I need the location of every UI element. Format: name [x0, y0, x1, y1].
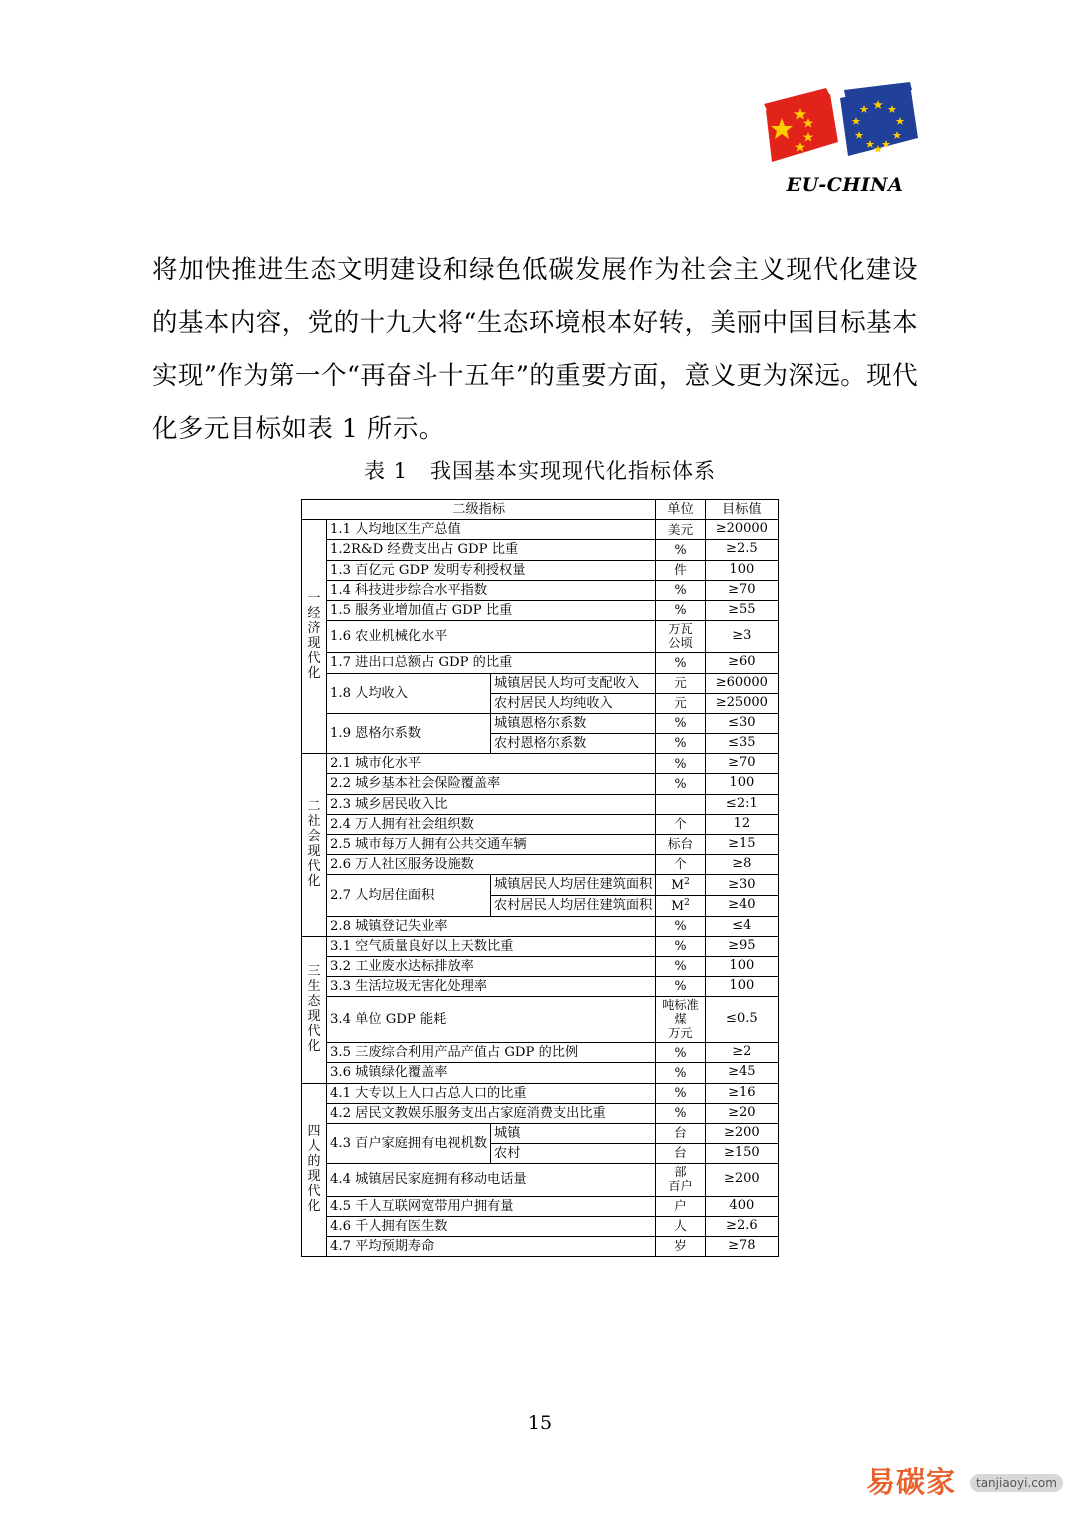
indicator-name: 1.2R&D 经费支出占 GDP 比重: [326, 540, 655, 560]
indicator-name: 1.5 服务业增加值占 GDP 比重: [326, 600, 655, 620]
indicator-name: 1.1 人均地区生产总值: [326, 520, 655, 540]
indicator-name: 3.1 空气质量良好以上天数比重: [326, 936, 655, 956]
indicator-unit: %: [656, 600, 705, 620]
indicator-target-value: ≥70: [705, 580, 778, 600]
indicator-unit: %: [656, 1063, 705, 1083]
indicator-target-value: ≥60: [705, 653, 778, 673]
indicator-target-value: ≥2.5: [705, 540, 778, 560]
indicator-target-value: ≤0.5: [705, 997, 778, 1043]
table-body: [302, 520, 779, 1257]
indicator-target-value: ≥55: [705, 600, 778, 620]
watermark-domain: tanjiaoyi.com: [970, 1474, 1063, 1492]
indicator-name: 3.5 三废综合利用产品产值占 GDP 的比例: [326, 1043, 655, 1063]
indicator-unit: 美元: [656, 520, 705, 540]
indicator-target-value: ≥2.6: [705, 1216, 778, 1236]
table-row: [302, 1216, 779, 1236]
indicator-unit: %: [656, 713, 705, 733]
indicator-unit: $M^2$: [656, 875, 705, 896]
indicator-unit: 件: [656, 560, 705, 580]
table-row: [302, 916, 779, 936]
indicator-name: 1.3 百亿元 GDP 发明专利授权量: [326, 560, 655, 580]
indicator-name: 4.5 千人互联网宽带用户拥有量: [326, 1196, 655, 1216]
indicator-name: 2.8 城镇登记失业率: [326, 916, 655, 936]
table-row: [302, 600, 779, 620]
indicator-sub: 农村居民人均居住建筑面积: [491, 895, 656, 916]
table-row: [302, 673, 779, 693]
indicator-name: 1.6 农业机械化水平: [326, 621, 655, 653]
indicator-sub: 城镇居民人均可支配收入: [491, 673, 656, 693]
table-caption-title: 我国基本实现现代化指标体系: [430, 459, 717, 483]
indicator-sub: 农村: [491, 1144, 656, 1164]
table-row: [302, 1043, 779, 1063]
indicator-name: 3.3 生活垃圾无害化处理率: [326, 977, 655, 997]
indicator-target-value: ≥78: [705, 1236, 778, 1256]
table-row: [302, 1123, 779, 1143]
indicator-unit: %: [656, 754, 705, 774]
indicator-unit: 个: [656, 855, 705, 875]
table-row: [302, 834, 779, 854]
table-row: [302, 936, 779, 956]
table-row: [302, 1063, 779, 1083]
indicator-target-value: 100: [705, 956, 778, 976]
indicator-unit: %: [656, 956, 705, 976]
indicator-unit: 岁: [656, 1236, 705, 1256]
indicator-target-value: ≥15: [705, 834, 778, 854]
indicator-table-wrapper: [301, 499, 779, 1257]
table-caption-number: 表 1: [363, 459, 409, 483]
indicator-name: 2.4 万人拥有社会组织数: [326, 814, 655, 834]
table-row: [302, 754, 779, 774]
indicator-name: 3.4 单位 GDP 能耗: [326, 997, 655, 1043]
indicator-name: 1.4 科技进步综合水平指数: [326, 580, 655, 600]
indicator-unit: %: [656, 580, 705, 600]
indicator-target-value: ≥200: [705, 1123, 778, 1143]
indicator-sub: 城镇: [491, 1123, 656, 1143]
header-indicator: 二级指标: [302, 500, 656, 520]
indicator-unit: %: [656, 540, 705, 560]
category-label: 二 社 会 现 代 化: [302, 754, 327, 937]
indicator-target-value: ≤2:1: [705, 794, 778, 814]
indicator-unit: %: [656, 653, 705, 673]
body-paragraph: 将加快推进生态文明建设和绿色低碳发展作为社会主义现代化建设的基本内容，党的十九大将“生态环境根本好转，美丽中国目标基本实现”作为第一个“再奋斗十五年”的重要方面，意义更为深远。现代化多元目标如表 1 所示。: [152, 254, 918, 444]
indicator-name: 1.9 恩格尔系数: [326, 713, 490, 753]
indicator-unit: 标台: [656, 834, 705, 854]
indicator-unit: 个: [656, 814, 705, 834]
indicator-target-value: 12: [705, 814, 778, 834]
indicator-name: 2.5 城市每万人拥有公共交通车辆: [326, 834, 655, 854]
eu-china-flags-icon: [760, 82, 930, 174]
indicator-target-value: 100: [705, 560, 778, 580]
table-row: [302, 977, 779, 997]
indicator-name: 4.4 城镇居民家庭拥有移动电话量: [326, 1164, 655, 1196]
indicator-unit: [656, 794, 705, 814]
indicator-target-value: ≥30: [705, 875, 778, 896]
category-label: 四 人 的 现 代 化: [302, 1083, 327, 1257]
indicator-name: 2.3 城乡居民收入比: [326, 794, 655, 814]
indicator-target-value: ≥8: [705, 855, 778, 875]
indicator-sub: 农村恩格尔系数: [491, 734, 656, 754]
indicator-sub: 城镇恩格尔系数: [491, 713, 656, 733]
indicator-target-value: ≥150: [705, 1144, 778, 1164]
table-row: [302, 814, 779, 834]
indicator-target-value: ≥60000: [705, 673, 778, 693]
indicator-target-value: ≤4: [705, 916, 778, 936]
watermark: [866, 1460, 1056, 1508]
indicator-name: 2.1 城市化水平: [326, 754, 655, 774]
indicator-unit: %: [656, 1103, 705, 1123]
table-row: [302, 875, 779, 896]
table-row: [302, 540, 779, 560]
indicator-unit: 台: [656, 1144, 705, 1164]
table-row: [302, 621, 779, 653]
indicator-unit: 吨标准煤 万元: [656, 997, 705, 1043]
table-row: [302, 1083, 779, 1103]
table-row: [302, 560, 779, 580]
indicator-unit: 部 百户: [656, 1164, 705, 1196]
table-row: [302, 653, 779, 673]
indicator-unit: %: [656, 774, 705, 794]
indicator-target-value: ≤30: [705, 713, 778, 733]
indicator-target-value: ≥70: [705, 754, 778, 774]
indicator-name: 2.2 城乡基本社会保险覆盖率: [326, 774, 655, 794]
indicator-target-value: ≥16: [705, 1083, 778, 1103]
header-target: 目标值: [705, 500, 778, 520]
indicator-name: 2.7 人均居住面积: [326, 875, 490, 916]
indicator-target-value: 100: [705, 774, 778, 794]
indicator-name: 2.6 万人社区服务设施数: [326, 855, 655, 875]
indicator-unit: %: [656, 916, 705, 936]
indicator-target-value: ≥3: [705, 621, 778, 653]
table-row: [302, 1196, 779, 1216]
table-row: [302, 855, 779, 875]
indicator-target-value: 100: [705, 977, 778, 997]
table-row: [302, 794, 779, 814]
indicator-name: 3.2 工业废水达标排放率: [326, 956, 655, 976]
indicator-unit: 元: [656, 693, 705, 713]
indicator-unit: %: [656, 936, 705, 956]
category-label: 一 经 济 现 代 化: [302, 520, 327, 754]
table-row: [302, 520, 779, 540]
indicator-name: 4.7 平均预期寿命: [326, 1236, 655, 1256]
indicator-unit: 户: [656, 1196, 705, 1216]
watermark-text: 易碳家: [866, 1465, 957, 1499]
indicator-sub: 农村居民人均纯收入: [491, 693, 656, 713]
indicator-target-value: ≤35: [705, 734, 778, 754]
indicator-name: 4.2 居民文教娱乐服务支出占家庭消费支出比重: [326, 1103, 655, 1123]
indicator-name: 4.3 百户家庭拥有电视机数: [326, 1123, 490, 1163]
indicator-unit: %: [656, 1083, 705, 1103]
indicator-target-value: ≥95: [705, 936, 778, 956]
indicator-target-value: ≥20: [705, 1103, 778, 1123]
header-unit: 单位: [656, 500, 705, 520]
table-header-row: [302, 500, 779, 520]
indicator-target-value: ≥2: [705, 1043, 778, 1063]
page-number: 15: [527, 1412, 553, 1434]
indicator-unit: 台: [656, 1123, 705, 1143]
indicator-table: [301, 499, 779, 1257]
indicator-unit: %: [656, 1043, 705, 1063]
indicator-name: 4.1 大专以上人口占总人口的比重: [326, 1083, 655, 1103]
eu-china-logo: [760, 82, 930, 197]
indicator-target-value: ≥20000: [705, 520, 778, 540]
table-caption: [0, 455, 1080, 485]
indicator-unit: 元: [656, 673, 705, 693]
category-label: 三 生 态 现 代 化: [302, 936, 327, 1083]
indicator-target-value: ≥40: [705, 895, 778, 916]
table-row: [302, 774, 779, 794]
indicator-sub: 城镇居民人均居住建筑面积: [491, 875, 656, 896]
table-row: [302, 956, 779, 976]
indicator-unit: 万瓦 公顷: [656, 621, 705, 653]
table-row: [302, 1103, 779, 1123]
indicator-target-value: ≥200: [705, 1164, 778, 1196]
indicator-target-value: 400: [705, 1196, 778, 1216]
indicator-unit: %: [656, 977, 705, 997]
table-row: [302, 1236, 779, 1256]
indicator-unit: %: [656, 734, 705, 754]
indicator-name: 4.6 千人拥有医生数: [326, 1216, 655, 1236]
indicator-unit: $M^2$: [656, 895, 705, 916]
indicator-target-value: ≥45: [705, 1063, 778, 1083]
indicator-name: 1.8 人均收入: [326, 673, 490, 713]
indicator-name: 3.6 城镇绿化覆盖率: [326, 1063, 655, 1083]
table-row: [302, 1164, 779, 1196]
indicator-target-value: ≥25000: [705, 693, 778, 713]
indicator-name: 1.7 进出口总额占 GDP 的比重: [326, 653, 655, 673]
indicator-unit: 人: [656, 1216, 705, 1236]
logo-label: EU-CHINA: [786, 174, 904, 196]
table-row: [302, 713, 779, 733]
table-row: [302, 580, 779, 600]
table-row: [302, 997, 779, 1043]
